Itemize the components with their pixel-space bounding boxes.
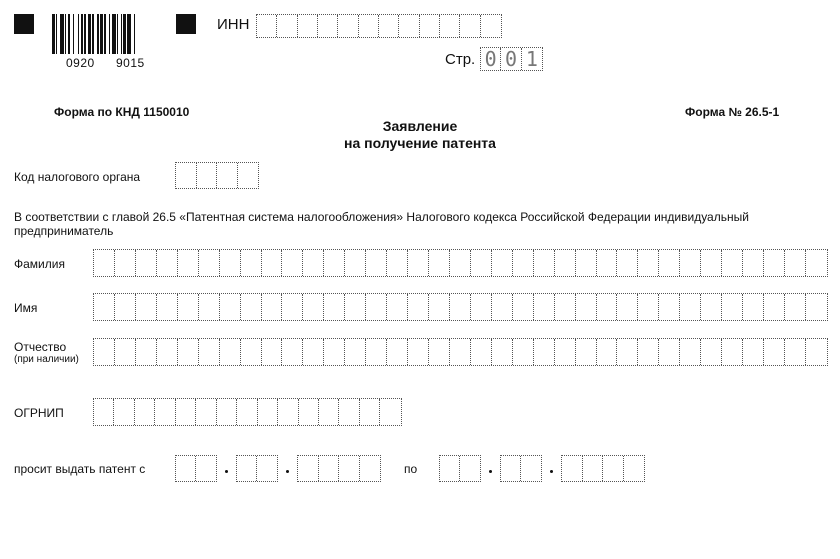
page-digit: 0	[481, 48, 501, 70]
name-label: Имя	[14, 301, 38, 315]
from-day-cells[interactable]	[175, 455, 217, 482]
input-cell[interactable]	[481, 15, 501, 37]
from-year-cells[interactable]	[297, 455, 381, 482]
input-cell[interactable]	[743, 294, 764, 320]
input-cell[interactable]	[722, 250, 743, 276]
input-cell[interactable]	[576, 339, 597, 365]
input-cell[interactable]	[576, 250, 597, 276]
input-cell[interactable]	[597, 294, 618, 320]
input-cell[interactable]	[282, 250, 303, 276]
input-cell[interactable]	[359, 15, 379, 37]
input-cell[interactable]	[471, 294, 492, 320]
input-cell[interactable]	[257, 456, 277, 481]
input-cell[interactable]	[339, 456, 360, 481]
barcode	[52, 14, 156, 54]
input-cell[interactable]	[764, 250, 785, 276]
form-knd-code: Форма по КНД 1150010	[54, 105, 190, 119]
inn-cells[interactable]	[256, 14, 502, 38]
input-cell[interactable]	[555, 294, 576, 320]
input-cell[interactable]	[513, 250, 534, 276]
input-cell[interactable]	[178, 294, 199, 320]
input-cell[interactable]	[298, 456, 319, 481]
input-cell[interactable]	[199, 250, 220, 276]
page-digit: 1	[525, 47, 538, 71]
to-year-cells[interactable]	[561, 455, 645, 482]
input-cell[interactable]	[460, 15, 480, 37]
input-cell[interactable]	[237, 456, 257, 481]
input-cell[interactable]	[471, 339, 492, 365]
input-cell[interactable]	[387, 294, 408, 320]
input-cell[interactable]	[298, 15, 318, 37]
input-cell[interactable]	[217, 399, 237, 425]
input-cell[interactable]	[114, 399, 134, 425]
input-cell[interactable]	[176, 399, 196, 425]
input-cell[interactable]	[492, 250, 513, 276]
input-cell[interactable]	[562, 456, 583, 481]
input-cell[interactable]	[178, 339, 199, 365]
input-cell[interactable]	[806, 250, 827, 276]
input-cell[interactable]	[638, 250, 659, 276]
date-separator	[489, 470, 492, 473]
input-cell[interactable]	[492, 294, 513, 320]
input-cell[interactable]	[157, 250, 178, 276]
input-cell[interactable]	[324, 294, 345, 320]
input-cell[interactable]	[262, 294, 283, 320]
input-cell[interactable]	[521, 456, 541, 481]
input-cell[interactable]	[94, 399, 114, 425]
input-cell[interactable]	[617, 294, 638, 320]
input-cell[interactable]	[237, 399, 257, 425]
input-cell[interactable]	[241, 339, 262, 365]
input-cell[interactable]	[440, 15, 460, 37]
input-cell[interactable]	[277, 15, 297, 37]
input-cell[interactable]	[241, 294, 262, 320]
input-cell[interactable]	[199, 294, 220, 320]
input-cell[interactable]	[659, 250, 680, 276]
ogrnip-label: ОГРНИП	[14, 406, 64, 420]
surname-label: Фамилия	[14, 257, 65, 271]
input-cell[interactable]	[115, 250, 136, 276]
input-cell[interactable]	[238, 163, 259, 188]
input-cell[interactable]	[345, 250, 366, 276]
patronymic-note: (при наличии)	[14, 354, 79, 365]
input-cell[interactable]	[258, 399, 278, 425]
input-cell[interactable]	[115, 294, 136, 320]
input-cell[interactable]	[597, 250, 618, 276]
date-separator	[286, 470, 289, 473]
input-cell[interactable]	[199, 339, 220, 365]
alignment-marker-right	[176, 14, 196, 34]
input-cell[interactable]	[680, 339, 701, 365]
input-cell[interactable]	[324, 250, 345, 276]
input-cell[interactable]	[420, 15, 440, 37]
input-cell[interactable]	[136, 294, 157, 320]
input-cell[interactable]	[440, 456, 460, 481]
input-cell[interactable]	[460, 456, 480, 481]
input-cell[interactable]	[806, 339, 827, 365]
name-cells[interactable]	[93, 293, 828, 321]
input-cell[interactable]	[576, 294, 597, 320]
input-cell[interactable]	[319, 399, 339, 425]
surname-cells[interactable]	[93, 249, 828, 277]
input-cell[interactable]	[338, 15, 358, 37]
input-cell[interactable]	[638, 339, 659, 365]
input-cell[interactable]	[155, 399, 175, 425]
input-cell[interactable]	[492, 339, 513, 365]
input-cell[interactable]	[617, 339, 638, 365]
input-cell[interactable]	[408, 294, 429, 320]
input-cell[interactable]	[115, 339, 136, 365]
input-cell[interactable]	[617, 250, 638, 276]
input-cell[interactable]	[178, 250, 199, 276]
to-month-cells[interactable]	[500, 455, 542, 482]
input-cell[interactable]	[94, 339, 115, 365]
input-cell[interactable]	[429, 294, 450, 320]
input-cell[interactable]	[176, 456, 196, 481]
to-day-cells[interactable]	[439, 455, 481, 482]
alignment-marker-left	[14, 14, 34, 34]
input-cell[interactable]	[220, 339, 241, 365]
input-cell[interactable]	[408, 250, 429, 276]
input-cell[interactable]	[345, 339, 366, 365]
input-cell[interactable]	[262, 250, 283, 276]
input-cell[interactable]	[555, 339, 576, 365]
intro-text-line2: предприниматель	[14, 224, 114, 238]
input-cell[interactable]	[135, 399, 155, 425]
input-cell[interactable]	[680, 294, 701, 320]
patronymic-cells[interactable]	[93, 338, 828, 366]
input-cell[interactable]	[366, 250, 387, 276]
barcode-number-left: 0920	[66, 56, 95, 70]
input-cell[interactable]	[387, 339, 408, 365]
input-cell[interactable]	[603, 456, 624, 481]
input-cell[interactable]	[379, 15, 399, 37]
date-separator	[550, 470, 553, 473]
input-cell[interactable]	[583, 456, 604, 481]
period-from-label: просит выдать патент с	[14, 462, 146, 476]
input-cell[interactable]	[471, 250, 492, 276]
input-cell[interactable]	[534, 339, 555, 365]
inn-label: ИНН	[217, 16, 250, 33]
input-cell[interactable]	[555, 250, 576, 276]
input-cell[interactable]	[360, 456, 381, 481]
input-cell[interactable]	[176, 163, 197, 188]
input-cell[interactable]	[220, 250, 241, 276]
input-cell[interactable]	[94, 250, 115, 276]
input-cell[interactable]	[94, 294, 115, 320]
input-cell[interactable]	[534, 250, 555, 276]
input-cell[interactable]	[303, 250, 324, 276]
page-number-cells[interactable]	[480, 47, 543, 71]
period-to-label: по	[404, 462, 418, 476]
input-cell[interactable]	[366, 294, 387, 320]
input-cell[interactable]	[722, 294, 743, 320]
input-cell[interactable]	[680, 250, 701, 276]
input-cell[interactable]	[722, 339, 743, 365]
input-cell[interactable]	[701, 294, 722, 320]
input-cell[interactable]	[597, 339, 618, 365]
ogrnip-cells[interactable]	[93, 398, 402, 426]
input-cell[interactable]	[408, 339, 429, 365]
form-number: Форма № 26.5-1	[685, 105, 780, 119]
input-cell[interactable]	[282, 294, 303, 320]
input-cell[interactable]	[429, 339, 450, 365]
input-cell[interactable]	[217, 163, 238, 188]
input-cell[interactable]	[806, 294, 827, 320]
input-cell[interactable]	[220, 294, 241, 320]
input-cell[interactable]	[450, 294, 471, 320]
input-cell[interactable]	[282, 339, 303, 365]
input-cell[interactable]	[196, 456, 216, 481]
input-cell[interactable]	[136, 339, 157, 365]
page-digit: 0	[501, 48, 521, 70]
input-cell[interactable]	[136, 250, 157, 276]
input-cell[interactable]	[785, 339, 806, 365]
form-title-line1: Заявление	[382, 118, 458, 134]
tax-authority-cells[interactable]	[175, 162, 259, 189]
input-cell[interactable]	[450, 250, 471, 276]
input-cell[interactable]	[366, 339, 387, 365]
input-cell[interactable]	[157, 294, 178, 320]
input-cell[interactable]	[764, 339, 785, 365]
tax-authority-label: Код налогового органа	[14, 170, 141, 184]
input-cell[interactable]	[399, 15, 419, 37]
intro-text-line1: В соответствии с главой 26.5 «Патентная система налогообложения» Налогового кодекса Российской Федерации индивидуальный	[14, 210, 749, 224]
input-cell[interactable]	[303, 339, 324, 365]
input-cell[interactable]	[360, 399, 380, 425]
patronymic-label: Отчество	[14, 340, 67, 354]
input-cell[interactable]	[241, 250, 262, 276]
input-cell[interactable]	[262, 339, 283, 365]
input-cell[interactable]	[513, 339, 534, 365]
input-cell[interactable]	[701, 339, 722, 365]
date-separator	[225, 470, 228, 473]
input-cell[interactable]	[659, 294, 680, 320]
input-cell[interactable]	[638, 294, 659, 320]
input-cell[interactable]	[785, 250, 806, 276]
input-cell[interactable]	[387, 250, 408, 276]
from-month-cells[interactable]	[236, 455, 278, 482]
input-cell[interactable]	[701, 250, 722, 276]
input-cell[interactable]	[339, 399, 359, 425]
input-cell[interactable]	[278, 399, 298, 425]
input-cell[interactable]	[429, 250, 450, 276]
input-cell[interactable]	[324, 339, 345, 365]
input-cell[interactable]	[299, 399, 319, 425]
input-cell[interactable]	[534, 294, 555, 320]
input-cell[interactable]	[197, 163, 218, 188]
input-cell[interactable]	[345, 294, 366, 320]
form-title-line2: на получение патента	[344, 135, 496, 151]
input-cell[interactable]	[196, 399, 216, 425]
input-cell[interactable]	[319, 456, 340, 481]
input-cell[interactable]	[257, 15, 277, 37]
input-cell[interactable]	[318, 15, 338, 37]
input-cell[interactable]	[743, 250, 764, 276]
input-cell[interactable]	[450, 339, 471, 365]
input-cell[interactable]	[743, 339, 764, 365]
input-cell[interactable]	[764, 294, 785, 320]
input-cell[interactable]	[157, 339, 178, 365]
input-cell[interactable]	[785, 294, 806, 320]
input-cell[interactable]	[659, 339, 680, 365]
input-cell[interactable]	[380, 399, 400, 425]
page-label: Стр.	[445, 51, 476, 68]
input-cell[interactable]	[513, 294, 534, 320]
barcode-number-right: 9015	[116, 56, 145, 70]
input-cell[interactable]	[501, 456, 521, 481]
input-cell[interactable]	[624, 456, 645, 481]
input-cell[interactable]	[303, 294, 324, 320]
